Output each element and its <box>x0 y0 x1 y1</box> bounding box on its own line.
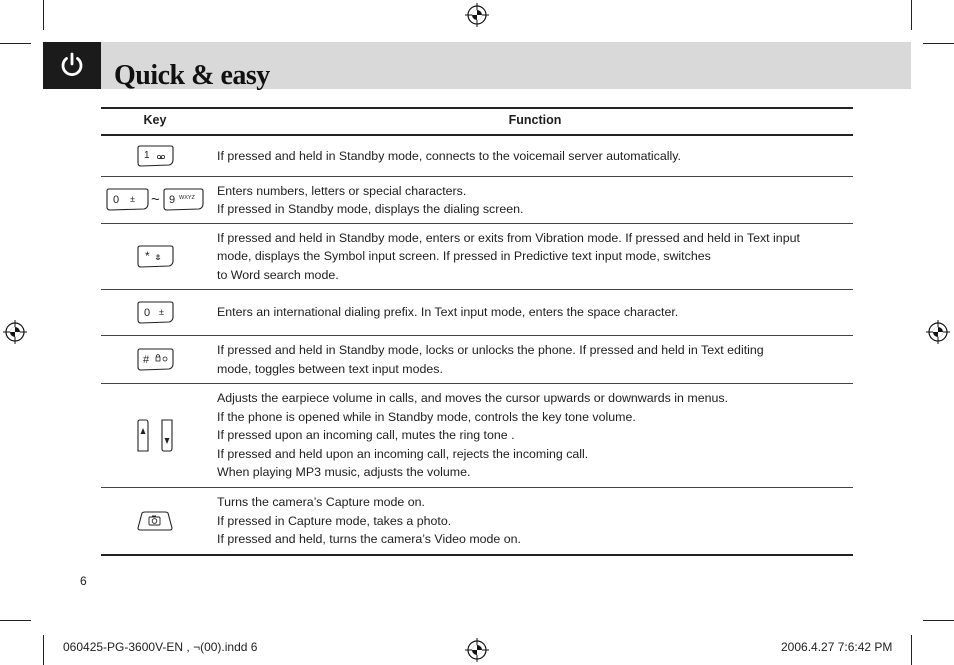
function-cell <box>217 136 853 176</box>
key-0-to-9-icon <box>105 187 205 213</box>
page-number: 6 <box>80 574 87 588</box>
table-row <box>101 224 853 290</box>
function-text: When playing MP3 music, adjusts the volume. <box>217 465 471 480</box>
function-text: to Word search mode. <box>217 267 339 282</box>
table-row <box>101 488 853 556</box>
svg-text:1: 1 <box>144 150 150 161</box>
function-cell <box>217 290 853 335</box>
column-header-key: Key <box>143 113 167 127</box>
function-text: If pressed and held in Standby mode, connects to the voicemail server automatically. <box>217 148 681 163</box>
registration-mark-icon <box>926 320 950 344</box>
key-star-icon <box>136 245 174 269</box>
function-text: If pressed and held, turns the camera’s Video mode on. <box>217 532 521 547</box>
function-text: mode, displays the Symbol input screen. If pressed in Predictive text input mode, switches <box>217 249 711 264</box>
section-icon-box <box>43 42 101 89</box>
svg-text:*: * <box>145 248 150 263</box>
footer-timestamp: 2006.4.27 7:6:42 PM <box>781 640 893 654</box>
key-cell <box>101 224 209 289</box>
page-title: Quick & easy <box>114 60 270 91</box>
function-text: Enters an international dialing prefix. In Text input mode, enters the space character. <box>217 305 679 320</box>
function-cell <box>217 224 853 289</box>
registration-mark-icon <box>3 320 27 344</box>
key-1-voicemail-icon <box>136 145 174 167</box>
key-cell <box>101 177 209 223</box>
svg-text:#: # <box>143 353 150 366</box>
svg-text:9: 9 <box>169 194 176 206</box>
svg-text:±: ± <box>159 306 164 317</box>
crop-mark <box>0 43 31 44</box>
key-cell <box>101 384 209 487</box>
volume-keys-icon <box>133 418 177 454</box>
key-cell <box>101 290 209 335</box>
function-text: If pressed and held in Standby mode, enters or exits from Vibration mode. If pressed and held in Text input <box>217 230 800 245</box>
table-row <box>101 384 853 488</box>
key-function-table <box>101 107 853 556</box>
key-hash-lock-icon <box>136 348 174 372</box>
camera-key-icon <box>134 510 176 532</box>
function-text: mode, toggles between text input modes. <box>217 361 443 376</box>
column-header-function: Function <box>508 113 562 127</box>
function-cell <box>217 488 853 554</box>
svg-text:0: 0 <box>144 306 151 319</box>
key-cell <box>101 488 209 554</box>
crop-mark <box>923 620 954 621</box>
function-text: If the phone is opened while in Standby mode, controls the key tone volume. <box>217 409 636 424</box>
crop-mark <box>43 0 44 30</box>
table-row <box>101 177 853 224</box>
registration-mark-icon <box>465 638 489 662</box>
function-text: Enters numbers, letters or special characters. <box>217 183 467 198</box>
key-cell <box>101 336 209 383</box>
footer-file-info: 060425-PG-3600V-EN , ¬(00).indd 6 <box>63 640 258 654</box>
crop-mark <box>923 43 954 44</box>
function-text: Adjusts the earpiece volume in calls, and moves the cursor upwards or downwards in menus. <box>217 391 729 406</box>
function-text: If pressed in Capture mode, takes a photo. <box>217 513 452 528</box>
function-text: If pressed and held upon an incoming call, rejects the incoming call. <box>217 446 589 461</box>
function-cell <box>217 177 853 223</box>
svg-text:0: 0 <box>113 194 120 206</box>
function-cell <box>217 384 853 487</box>
key-0-plus-icon <box>136 301 174 325</box>
function-text: If pressed in Standby mode, displays the dialing screen. <box>217 202 524 216</box>
crop-mark <box>911 635 912 665</box>
function-text: If pressed upon an incoming call, mutes the ring tone . <box>217 428 515 443</box>
crop-mark <box>43 635 44 665</box>
svg-text:WXYZ: WXYZ <box>179 195 195 201</box>
crop-mark <box>0 620 31 621</box>
svg-text:~: ~ <box>151 191 160 208</box>
function-cell <box>217 336 853 383</box>
registration-mark-icon <box>465 3 489 27</box>
function-text: Turns the camera’s Capture mode on. <box>217 495 425 510</box>
table-row <box>101 136 853 177</box>
key-cell <box>101 136 209 176</box>
crop-mark <box>911 0 912 30</box>
table-row <box>101 336 853 384</box>
table-header <box>101 107 853 136</box>
svg-text:±: ± <box>130 194 135 204</box>
table-row <box>101 290 853 336</box>
power-icon <box>58 51 86 79</box>
function-text: If pressed and held in Standby mode, locks or unlocks the phone. If pressed and held in Text editing <box>217 343 764 357</box>
